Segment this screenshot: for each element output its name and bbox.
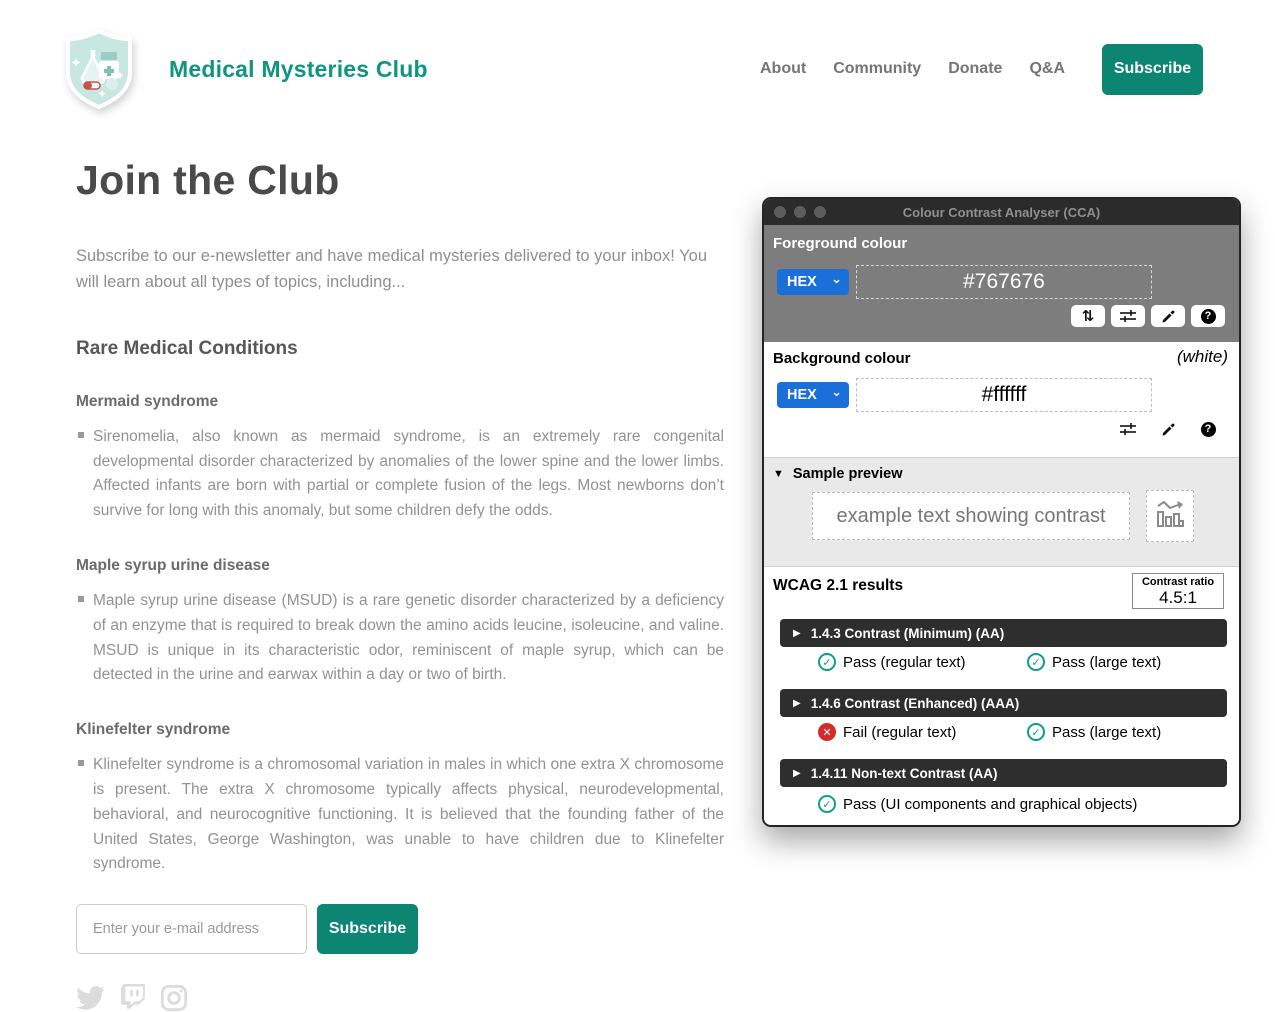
bullet-square-icon [78,596,84,602]
newsletter-signup-form [76,904,724,954]
twitter-icon[interactable] [76,986,105,1010]
expand-triangle-icon: ▶ [793,697,801,709]
pass-icon: ✓ [818,795,836,813]
eyedropper-icon [1161,422,1176,437]
nav-link-qa[interactable]: Q&A [1029,60,1065,77]
fail-icon: ✕ [818,723,836,741]
sample-preview-label: Sample preview [792,466,903,482]
background-label: Background colour [773,350,911,367]
contrast-ratio-box [1132,573,1224,609]
check-result [818,723,1027,741]
site-header [0,0,1275,110]
foreground-colour-input[interactable]: #767676 [856,265,1152,299]
check-label: Pass (UI components and graphical objects) [843,795,1138,813]
bullet-square-icon [78,432,84,438]
check-result [818,653,1027,671]
swap-colours-button[interactable] [1071,305,1105,327]
contrast-ratio-label: Contrast ratio [1141,576,1215,588]
sample-preview-section [764,457,1239,567]
window-title: Colour Contrast Analyser (CCA) [902,204,1101,220]
brand-title: Medical Mysteries Club [169,55,428,82]
rule-1411-bar[interactable] [780,759,1227,787]
condition-title-msud: Maple syrup urine disease [76,556,270,574]
rule-143-label: 1.4.3 Contrast (Minimum) (AA) [810,625,1005,641]
expand-triangle-icon: ▶ [793,627,801,639]
email-input[interactable] [76,904,307,954]
social-links [76,984,724,1012]
graph-preview-button[interactable] [1146,490,1194,542]
pass-icon: ✓ [1027,653,1045,671]
chevron-down-icon: ⌄ [831,271,842,286]
form-subscribe-button[interactable]: Subscribe [317,904,418,954]
check-result [818,795,1137,813]
colour-sliders-button[interactable] [1111,305,1145,327]
sliders-icon [1119,422,1137,436]
page-title: Join the Club [76,157,340,203]
check-label: Pass (regular text) [843,653,966,671]
bar-chart-trend-icon [1155,500,1185,532]
rule-1411-results [764,795,1239,813]
cca-titlebar[interactable] [764,199,1239,225]
main-content [76,157,724,1012]
background-format-select[interactable] [777,382,849,408]
chevron-down-icon: ⌄ [831,384,842,399]
help-icon: ? [1201,422,1216,437]
collapse-triangle-icon: ▼ [773,468,784,480]
foreground-label: Foreground colour [773,235,908,252]
twitch-icon[interactable] [119,984,146,1012]
nav-link-community[interactable]: Community [833,60,922,77]
list-item [76,425,724,524]
pass-icon: ✓ [818,653,836,671]
rule-146-bar[interactable] [780,689,1227,717]
cca-window [762,197,1241,827]
format-value: HEX [787,387,817,403]
foreground-format-select[interactable] [777,269,849,295]
wcag-results-section [764,567,1239,825]
foreground-help-button[interactable] [1191,305,1225,327]
rule-146-results [764,723,1239,741]
check-label: Fail (regular text) [843,723,957,741]
foreground-section [764,225,1239,342]
background-colour-input[interactable]: #ffffff [856,378,1152,412]
colour-sliders-button[interactable] [1111,418,1145,440]
intro-paragraph: Subscribe to our e-newsletter and have medical mysteries delivered to your inbox! You will learn about all types of topics, including... [76,247,708,292]
eyedropper-icon [1161,309,1176,324]
sample-preview-toggle[interactable] [773,466,903,482]
list-item [76,589,724,688]
rule-143-results [764,653,1239,671]
condition-text-klinefelter: Klinefelter syndrome is a chromosomal variation in males in which one extra X chromosome is present. The extra X chromosome typically affects physical, neurodevelopmental, behavioral, and neurocognitive functioning. It is believed that the founding father of the United States, George Washington, was unable to have children due to Klinefelter syndrome. [93,756,724,873]
background-toolbar [1111,418,1225,440]
pass-icon: ✓ [1027,723,1045,741]
nav-subscribe-button[interactable]: Subscribe [1102,44,1203,95]
main-nav [760,44,1203,95]
rule-143-bar[interactable] [780,619,1227,647]
list-item [76,753,724,877]
foreground-toolbar [1071,305,1225,327]
section-title: Rare Medical Conditions [76,337,298,359]
club-logo-shield-icon [62,28,136,110]
rule-1411-label: 1.4.11 Non-text Contrast (AA) [810,765,998,781]
nav-link-donate[interactable]: Donate [948,60,1003,77]
format-value: HEX [787,274,817,290]
eyedropper-button[interactable] [1151,305,1185,327]
background-section [764,342,1239,457]
help-icon: ? [1201,309,1216,324]
swap-arrows-icon: ⇅ [1081,307,1095,325]
check-result [1027,653,1161,671]
background-colour-name: (white) [1176,347,1228,366]
background-help-button[interactable] [1191,418,1225,440]
condition-title-mermaid: Mermaid syndrome [76,392,219,410]
eyedropper-button[interactable] [1151,418,1185,440]
sliders-icon [1119,309,1137,323]
bullet-square-icon [78,760,84,766]
results-title: WCAG 2.1 results [773,577,904,594]
rule-146-label: 1.4.6 Contrast (Enhanced) (AAA) [810,695,1020,711]
condition-title-klinefelter: Klinefelter syndrome [76,721,231,739]
check-label: Pass (large text) [1052,653,1162,671]
check-result [1027,723,1161,741]
check-label: Pass (large text) [1052,723,1162,741]
expand-triangle-icon: ▶ [793,767,801,779]
instagram-icon[interactable] [160,984,188,1012]
condition-text-mermaid: Sirenomelia, also known as mermaid syndrome, is an extremely rare congenital developmental disorder characterized by anomalies of the lower spine and the lower limbs. Affected infants are born with partial or complete fusion of the legs. Most newborns don’t survive for long with this anomaly, but some children defy the odds. [93,427,724,520]
sample-text-preview: example text showing contrast [812,492,1130,540]
contrast-ratio-value: 4.5:1 [1159,588,1197,607]
condition-text-msud: Maple syrup urine disease (MSUD) is a rare genetic disorder characterized by a deficiency of an enzyme that is required to break down the amino acids leucine, isoleucine, and valine. MSUD is unique in its characteristic odor, reminiscent of maple syrup, which can be detected in the urine and earwax within a day or two of birth. [93,591,724,684]
nav-link-about[interactable]: About [760,60,807,77]
